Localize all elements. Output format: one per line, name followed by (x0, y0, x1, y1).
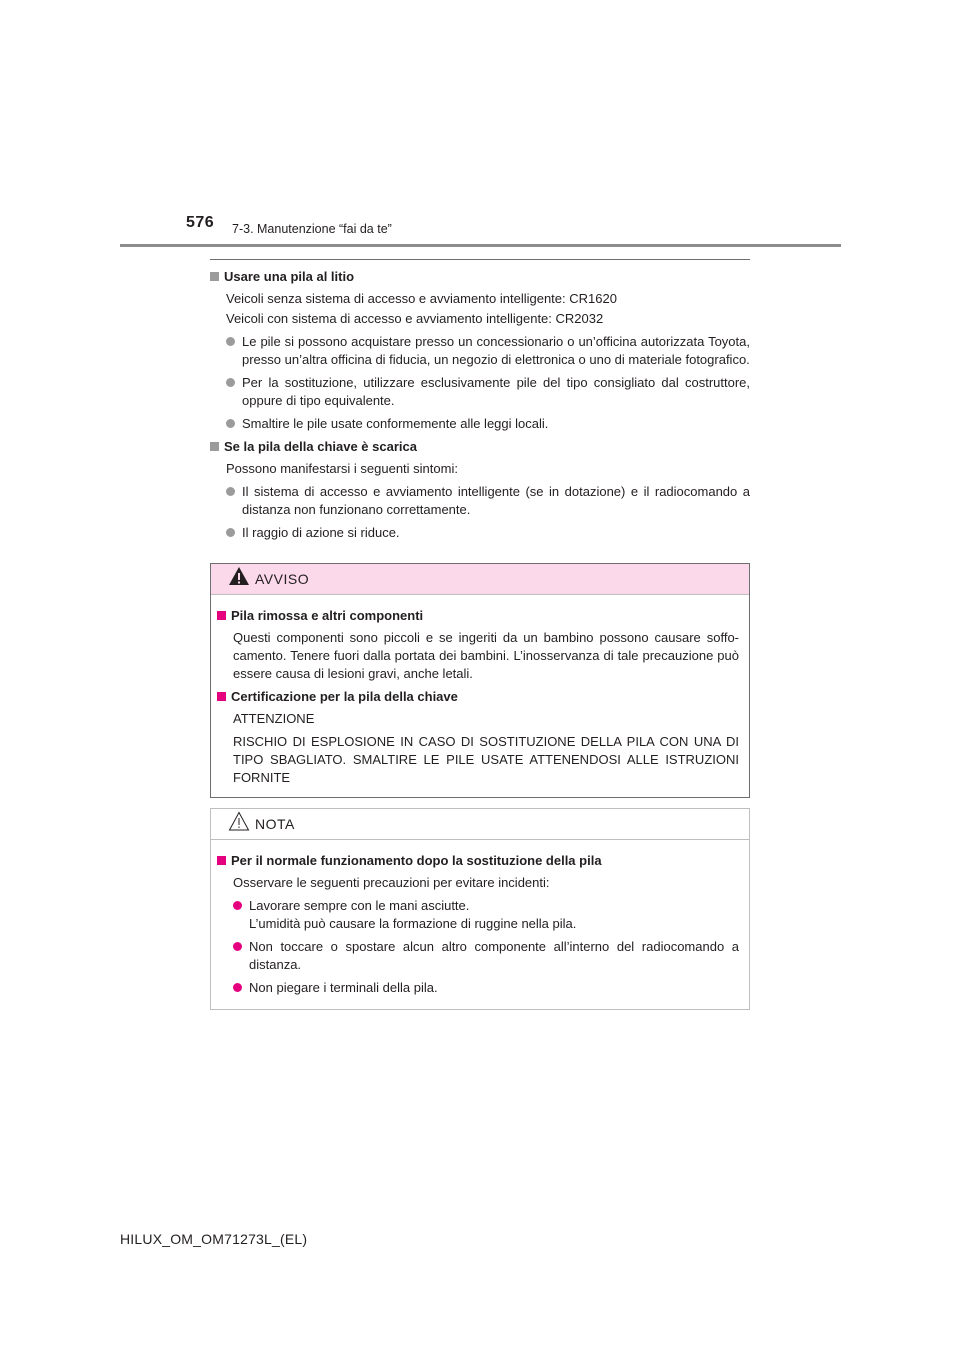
list-item: Per la sostituzione, utilizzare esclusivamente pile del tipo consigliato dal costruttore, oppure di tipo equivalente. (226, 372, 750, 413)
list-item: Il sistema di accesso e avviamento intelligente (se in dotazione) e il radiocomando a distanza non funzionano correttamente. (226, 481, 750, 522)
warning-text: ATTENZIONE (233, 711, 315, 726)
warning-box-header (211, 564, 749, 595)
square-bullet-icon (210, 272, 219, 281)
paragraph: Veicoli con sistema di accesso e avviamento intelligente: CR2032 (226, 311, 604, 326)
main-content (210, 266, 750, 545)
header-rule (120, 244, 841, 247)
section-lithium-battery (210, 266, 750, 436)
notice-box-title: NOTA (255, 816, 295, 832)
square-bullet-icon (217, 692, 226, 701)
square-bullet-icon (217, 856, 226, 865)
notice-heading: Per il normale funzionamento dopo la sostituzione della pila (217, 850, 739, 872)
paragraph: Veicoli senza sistema di accesso e avviamento intelligente: CR1620 (226, 291, 617, 306)
square-bullet-icon (217, 611, 226, 620)
document-code: HILUX_OM_OM71273L_(EL) (120, 1231, 308, 1247)
section-heading: Se la pila della chiave è scarica (210, 436, 750, 458)
warning-triangle-icon (228, 566, 250, 589)
circle-bullet-icon (226, 487, 235, 496)
notice-text: Osservare le seguenti precauzioni per evitare incidenti: (233, 875, 550, 890)
content-rule (210, 259, 750, 260)
list-item: Non piegare i terminali della pila. (233, 977, 739, 1000)
list-item: Il raggio di azione si riduce. (226, 522, 750, 545)
caution-triangle-icon (228, 811, 250, 834)
circle-bullet-icon (226, 419, 235, 428)
notice-box-header (211, 809, 749, 840)
notice-box (210, 808, 750, 1010)
chapter-title: 7-3. Manutenzione “fai da te” (232, 222, 392, 236)
circle-bullet-icon (233, 983, 242, 992)
list-item: Le pile si possono acquistare presso un concessionario o un’officina autorizzata Toyota, presso un’altra officina di fiducia, un negozio di elettronica o uno di materiale fotografico. (226, 331, 750, 372)
circle-bullet-icon (233, 901, 242, 910)
circle-bullet-icon (226, 378, 235, 387)
list-item: Non toccare o spostare alcun altro componente all’interno del radiocomando a distanza. (233, 936, 739, 977)
square-bullet-icon (210, 442, 219, 451)
list-item: Lavorare sempre con le mani asciutte. L’umidità può causare la formazione di ruggine nella pila. (233, 895, 739, 936)
warning-heading: Pila rimossa e altri componenti (217, 605, 739, 627)
warning-text: RISCHIO DI ESPLOSIONE IN CASO DI SOSTITUZIONE DELLA PILA CON UNA DI TIPO SBAGLIATO. SMALTIRE LE PILE USATE ATTENENDOSI ALLE ISTRUZIONI FORNITE (233, 734, 739, 785)
list-item: Smaltire le pile usate conformemente alle leggi locali. (226, 413, 750, 436)
warning-heading: Certificazione per la pila della chiave (217, 686, 739, 708)
page-number: 576 (186, 214, 215, 231)
section-dead-battery (210, 436, 750, 545)
section-heading: Usare una pila al litio (210, 266, 750, 288)
warning-box (210, 563, 750, 798)
paragraph: Possono manifestarsi i seguenti sintomi: (226, 461, 458, 476)
circle-bullet-icon (233, 942, 242, 951)
warning-box-title: AVVISO (255, 571, 310, 587)
warning-text: Questi componenti sono piccoli e se ingeriti da un bambino possono causare soffo- camento. Tenere fuori dalla portata dei bambini. L’inosservanza di tale precauzione può essere causa di lesioni gravi, anche letali. (233, 630, 739, 681)
circle-bullet-icon (226, 337, 235, 346)
circle-bullet-icon (226, 528, 235, 537)
